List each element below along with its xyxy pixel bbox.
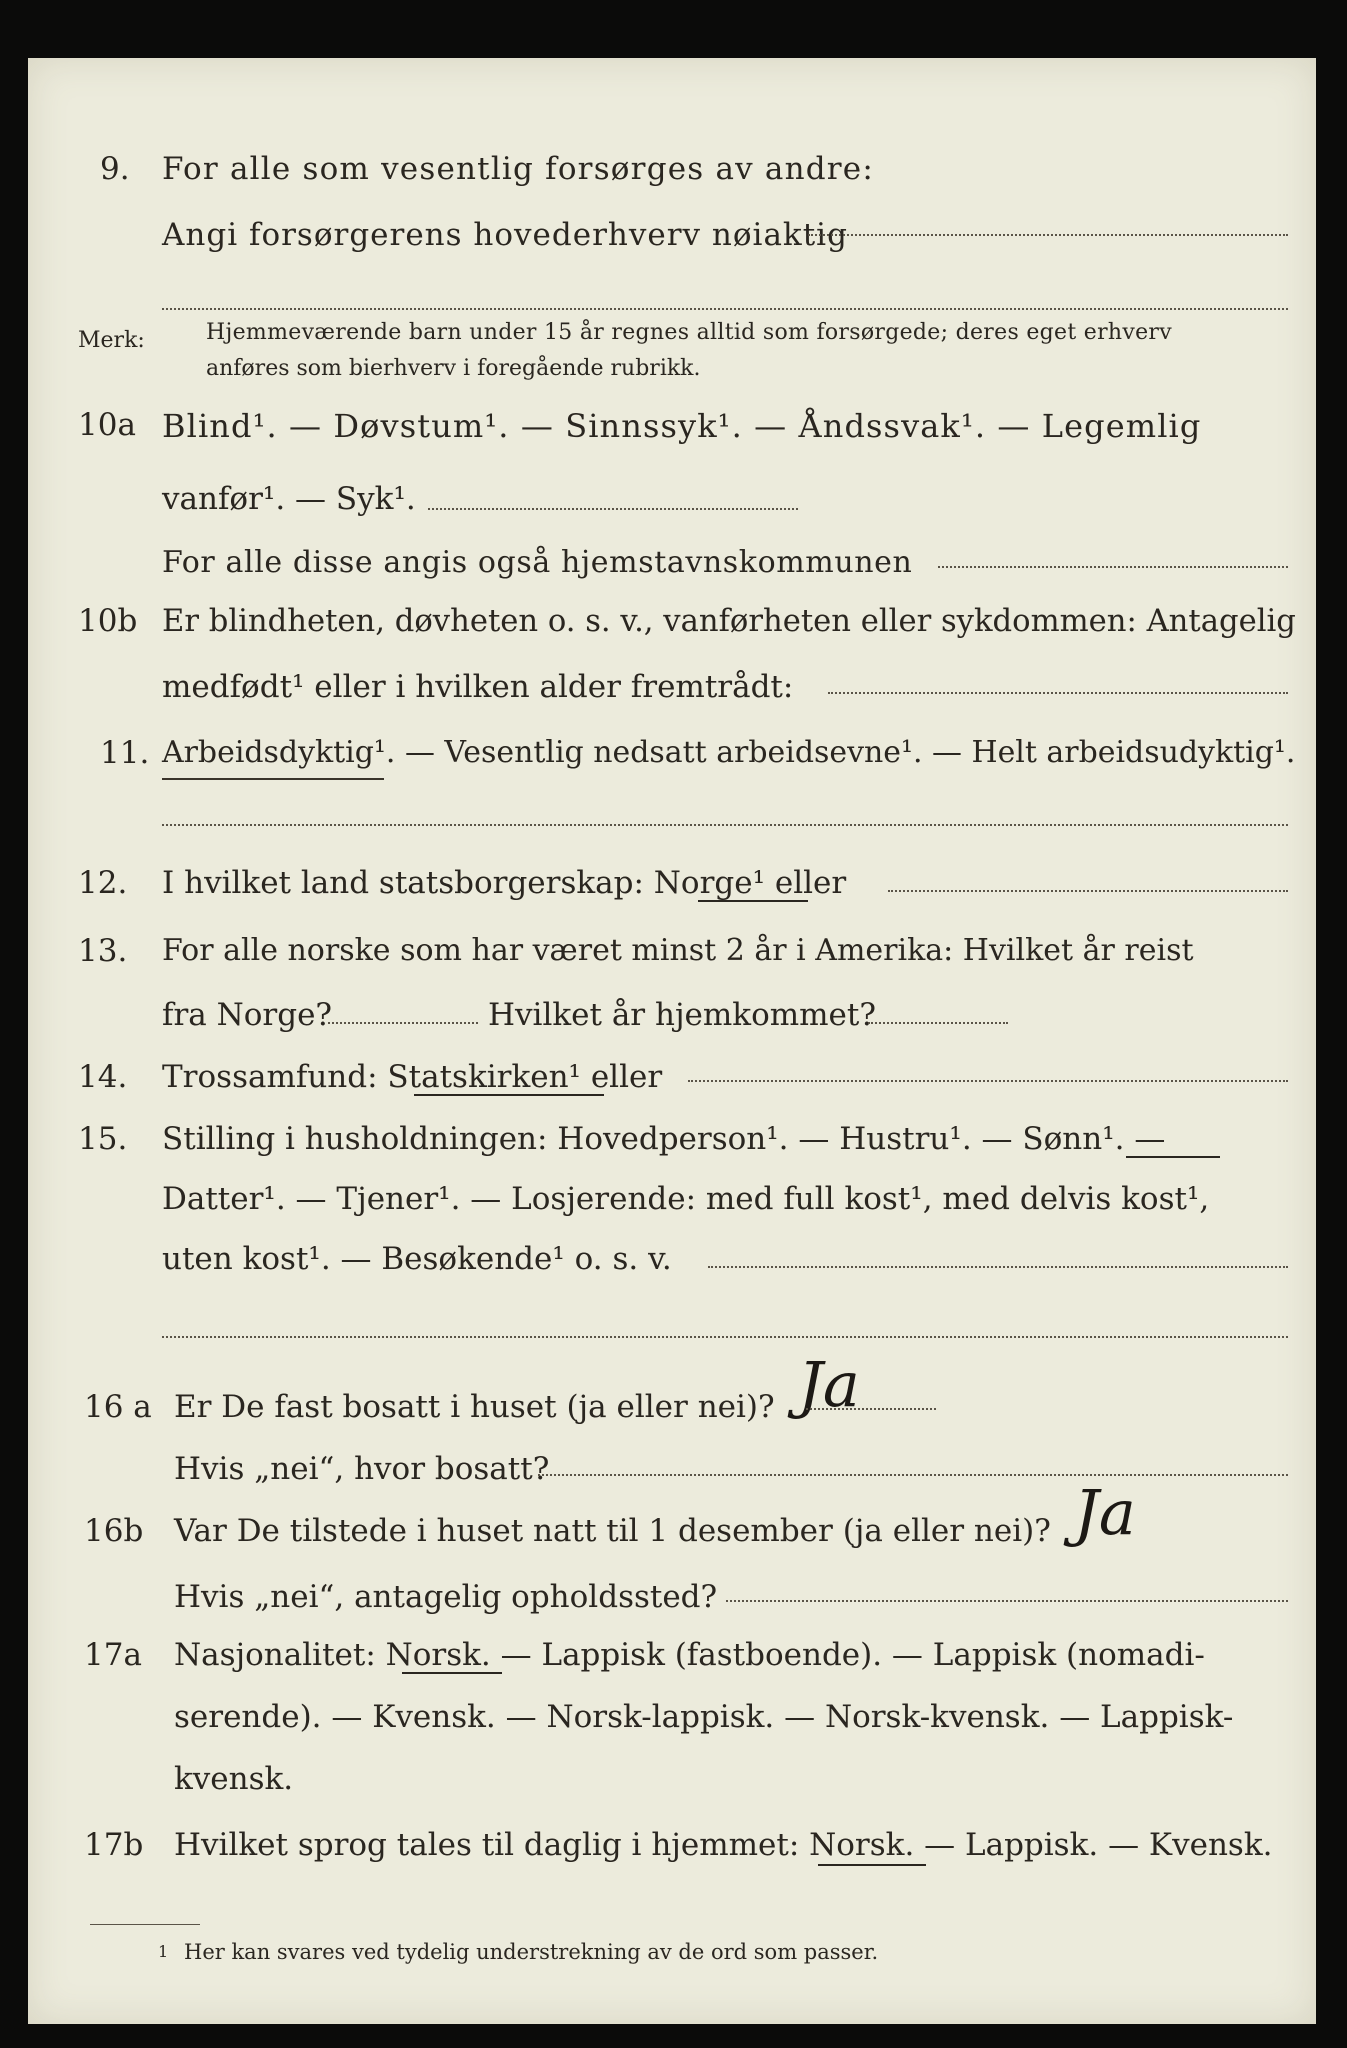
q17b-line1: Hvilket sprog tales til daglig i hjemmet: Norsk. — Lappisk. — Kvensk. bbox=[174, 1827, 1273, 1863]
q10b-line2: medfødt¹ eller i hvilken alder fremtrådt: bbox=[162, 669, 794, 705]
merk-label: Merk: bbox=[78, 328, 145, 353]
q15-line3: uten kost¹. — Besøkende¹ o. s. v. bbox=[162, 1241, 672, 1277]
q10a-answer-line bbox=[428, 508, 798, 510]
q10b-answer-line bbox=[828, 692, 1288, 694]
q9-number: 9. bbox=[100, 151, 130, 187]
q13-line1: For alle norske som har været minst 2 år i Amerika: Hvilket år reist bbox=[162, 933, 1194, 968]
q15-line2: Datter¹. — Tjener¹. — Losjerende: med full kost¹, med delvis kost¹, bbox=[162, 1181, 1210, 1217]
q15-number: 15. bbox=[78, 1121, 128, 1157]
q14-number: 14. bbox=[78, 1059, 128, 1095]
q14-underline-statskirken bbox=[414, 1094, 604, 1096]
q11-line1: Arbeidsdyktig¹. — Vesentlig nedsatt arbeidsevne¹. — Helt arbeidsudyktig¹. bbox=[162, 735, 1296, 770]
q16b-answer-line bbox=[726, 1600, 1288, 1602]
q12-answer-line bbox=[888, 890, 1288, 892]
q15-answer-line bbox=[708, 1266, 1288, 1268]
footnote-rule bbox=[90, 1924, 200, 1925]
q17a-underline-norsk bbox=[402, 1672, 502, 1674]
q13-line2b: Hvilket år hjemkommet? bbox=[488, 997, 876, 1033]
q11-number: 11. bbox=[100, 735, 150, 771]
q13-number: 13. bbox=[78, 933, 128, 969]
q16a-number: 16 a bbox=[84, 1389, 152, 1425]
q16b-handwritten-answer: Ja bbox=[1074, 1476, 1136, 1549]
q9-line1: For alle som vesentlig forsørges av andre: bbox=[162, 151, 874, 187]
q12-number: 12. bbox=[78, 865, 128, 901]
q10b-line1: Er blindheten, døvheten o. s. v., vanførheten eller sykdommen: Antagelig bbox=[162, 603, 1296, 639]
q10a-line1: Blind¹. — Døvstum¹. — Sinnssyk¹. — Åndssvak¹. — Legemlig bbox=[162, 407, 1202, 445]
q17a-line3: kvensk. bbox=[174, 1761, 294, 1797]
footnote-mark: 1 bbox=[158, 1942, 169, 1961]
q16a-answer-line bbox=[806, 1408, 936, 1410]
census-form-page bbox=[28, 58, 1316, 2024]
q9-answer-line-2 bbox=[162, 308, 1288, 310]
q14-answer-line bbox=[688, 1080, 1288, 1082]
q13-hjemkommet-answer-line bbox=[868, 1022, 1008, 1024]
q17b-number: 17b bbox=[84, 1827, 144, 1863]
q10a-number: 10a bbox=[78, 407, 136, 443]
q16a-line2: Hvis „nei“, hvor bosatt? bbox=[174, 1451, 550, 1487]
q14-line1: Trossamfund: Statskirken¹ eller bbox=[162, 1059, 663, 1095]
q12-line1: I hvilket land statsborgerskap: Norge¹ eller bbox=[162, 865, 847, 901]
merk-line2: anføres som bierhverv i foregående rubrikk. bbox=[206, 356, 701, 381]
q11-answer-line bbox=[162, 824, 1288, 826]
q10b-number: 10b bbox=[78, 603, 138, 639]
q12-underline-norge bbox=[698, 900, 808, 902]
q13-reist-answer-line bbox=[328, 1022, 478, 1024]
q11-underline-arbeidsdyktig bbox=[162, 778, 384, 780]
q10a-line2: vanfør¹. — Syk¹. bbox=[162, 481, 416, 517]
q9-line2: Angi forsørgerens hovederhverv nøiaktig bbox=[162, 217, 848, 253]
q9-answer-line bbox=[808, 234, 1288, 236]
q13-line2a: fra Norge? bbox=[162, 997, 333, 1033]
q15-underline-sonn bbox=[1126, 1156, 1220, 1158]
q15-answer-line-2 bbox=[162, 1336, 1288, 1338]
q16b-line1: Var De tilstede i huset natt til 1 desember (ja eller nei)? bbox=[174, 1513, 1051, 1549]
q15-line1: Stilling i husholdningen: Hovedperson¹. — Hustru¹. — Sønn¹. — bbox=[162, 1121, 1166, 1157]
q10a-line3: For alle disse angis også hjemstavnskommunen bbox=[162, 545, 913, 580]
q17a-line1: Nasjonalitet: Norsk. — Lappisk (fastboende). — Lappisk (nomadi- bbox=[174, 1637, 1205, 1673]
q17b-underline-norsk bbox=[818, 1864, 926, 1866]
q16a-answer-line-2 bbox=[538, 1474, 1288, 1476]
q16b-line2: Hvis „nei“, antagelig opholdssted? bbox=[174, 1579, 718, 1615]
q16a-line1: Er De fast bosatt i huset (ja eller nei)? bbox=[174, 1389, 775, 1425]
q16b-number: 16b bbox=[84, 1513, 144, 1549]
footnote-text: Her kan svares ved tydelig understrekning av de ord som passer. bbox=[184, 1940, 879, 1964]
q17a-number: 17a bbox=[84, 1637, 142, 1673]
q16a-handwritten-answer: Ja bbox=[798, 1348, 860, 1421]
merk-line1: Hjemmeværende barn under 15 år regnes alltid som forsørgede; deres eget erhverv bbox=[206, 320, 1172, 345]
q10a-answer-line-2 bbox=[938, 566, 1288, 568]
q17a-line2: serende). — Kvensk. — Norsk-lappisk. — Norsk-kvensk. — Lappisk- bbox=[174, 1699, 1234, 1735]
